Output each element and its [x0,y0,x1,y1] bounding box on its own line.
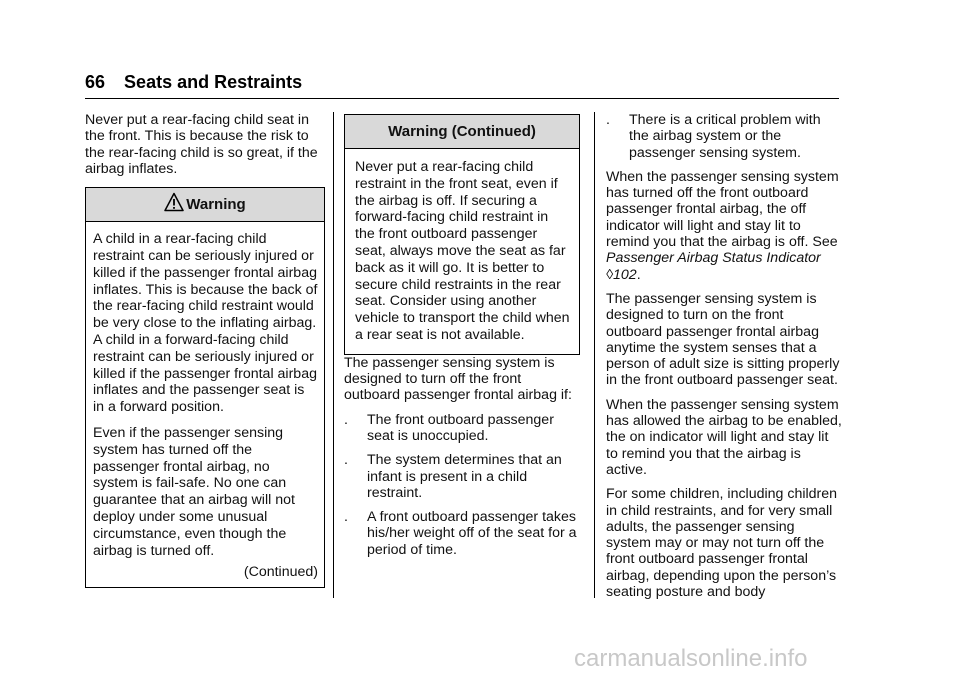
header-rule [85,98,839,99]
warning-box [85,187,325,588]
off-indicator-paragraph [606,169,842,283]
bullet-item [344,509,580,558]
bullet-text: The front outboard passenger seat is unoccupied. [367,411,554,444]
bullet-item [606,112,842,161]
warning-continued-body [345,149,579,354]
bullet-item [344,412,580,445]
on-sensing-paragraph: The passenger sensing system is designed to turn on the front outboard passenger frontal airbag anytime the system senses that a person of adult size is sitting properly in the front outboard passenger seat. [606,290,840,389]
paragraph-end: . [636,266,641,283]
section-title: Seats and Restraints [124,72,303,92]
watermark: carmanualsonline.info [574,645,808,672]
warning-title: Warning [186,196,246,214]
warning-paragraph: Never put a rear-facing child restraint in the front seat, even if the airbag is off. If securing a forward-facing child restraint in the front outboard passenger seat, always move the seat as far back as it will go. It is better to secure child restraints in the rear seat. Consider using another vehicle to transport the child when a rear seat is not available. [355,159,570,343]
bullet-marker: . [344,509,348,526]
continued-label: (Continued) [243,564,318,581]
paragraph-text: When the passenger sensing system has turned off the front outboard passenger frontal airbag, the off indicator will light and stay lit to remind you that the airbag is off. See [606,168,839,251]
column-divider-1 [333,112,334,598]
bullet-marker: . [344,452,348,469]
page-header [85,72,302,93]
warning-paragraph: Even if the passenger sensing system has turned off the passenger frontal airbag, no system is fail-safe. No one can guarantee that an airbag will not deploy under some unusual circumstance, even though the airbag is turned off. [93,424,295,559]
bullet-text: A front outboard passenger takes his/her weight off of the seat for a period of time. [367,509,577,558]
bullet-text: There is a critical problem with the airbag system or the passenger sensing system. [629,112,821,161]
column-2 [344,114,580,566]
warning-body [86,222,324,587]
page-ref-symbol: ◊ [606,266,614,283]
bullet-text: The system determines that an infant is present in a child restraint. [367,452,562,501]
warning-continued-box [344,114,580,355]
on-indicator-paragraph: When the passenger sensing system has allowed the airbag to be enabled, the on indicator will light and stay lit to remind you that the airbag is active. [606,396,842,478]
warning-triangle-icon [164,192,184,212]
page-ref-number[interactable]: 102 [613,266,637,283]
cross-reference-link[interactable]: Passenger Airbag Status Indicator [606,250,821,267]
bullet-marker: . [344,411,348,428]
column-divider-2 [594,112,595,598]
children-paragraph: For some children, including children in child restraints, and for very small adults, the passenger sensing system may or may not turn off the front outboard passenger frontal airbag, depending upon the person’s seating posture and body [606,486,838,601]
warning-continued-header: Warning (Continued) [345,115,579,149]
warning-paragraph: A child in a rear-facing child restraint can be seriously injured or killed if the passenger frontal airbag inflates. This is because the back of the rear-facing child restraint would be very close to the inflating airbag. A child in a forward-facing child restraint can be seriously injured or killed if the passenger frontal airbag inflates and the passenger seat is in a forward position. [93,231,318,416]
intro-paragraph: Never put a rear-facing child seat in the front. This is because the risk to the rear-facing child is so great, if the airbag inflates. [85,112,318,177]
sensing-intro-paragraph: The passenger sensing system is designed to turn off the front outboard passenger frontal airbag if: [344,354,572,404]
column-3 [606,112,842,608]
bullet-marker: . [606,112,610,128]
column-1 [85,112,325,588]
page-number: 66 [85,72,106,92]
bullet-item [344,452,580,501]
warning-header [86,188,324,222]
